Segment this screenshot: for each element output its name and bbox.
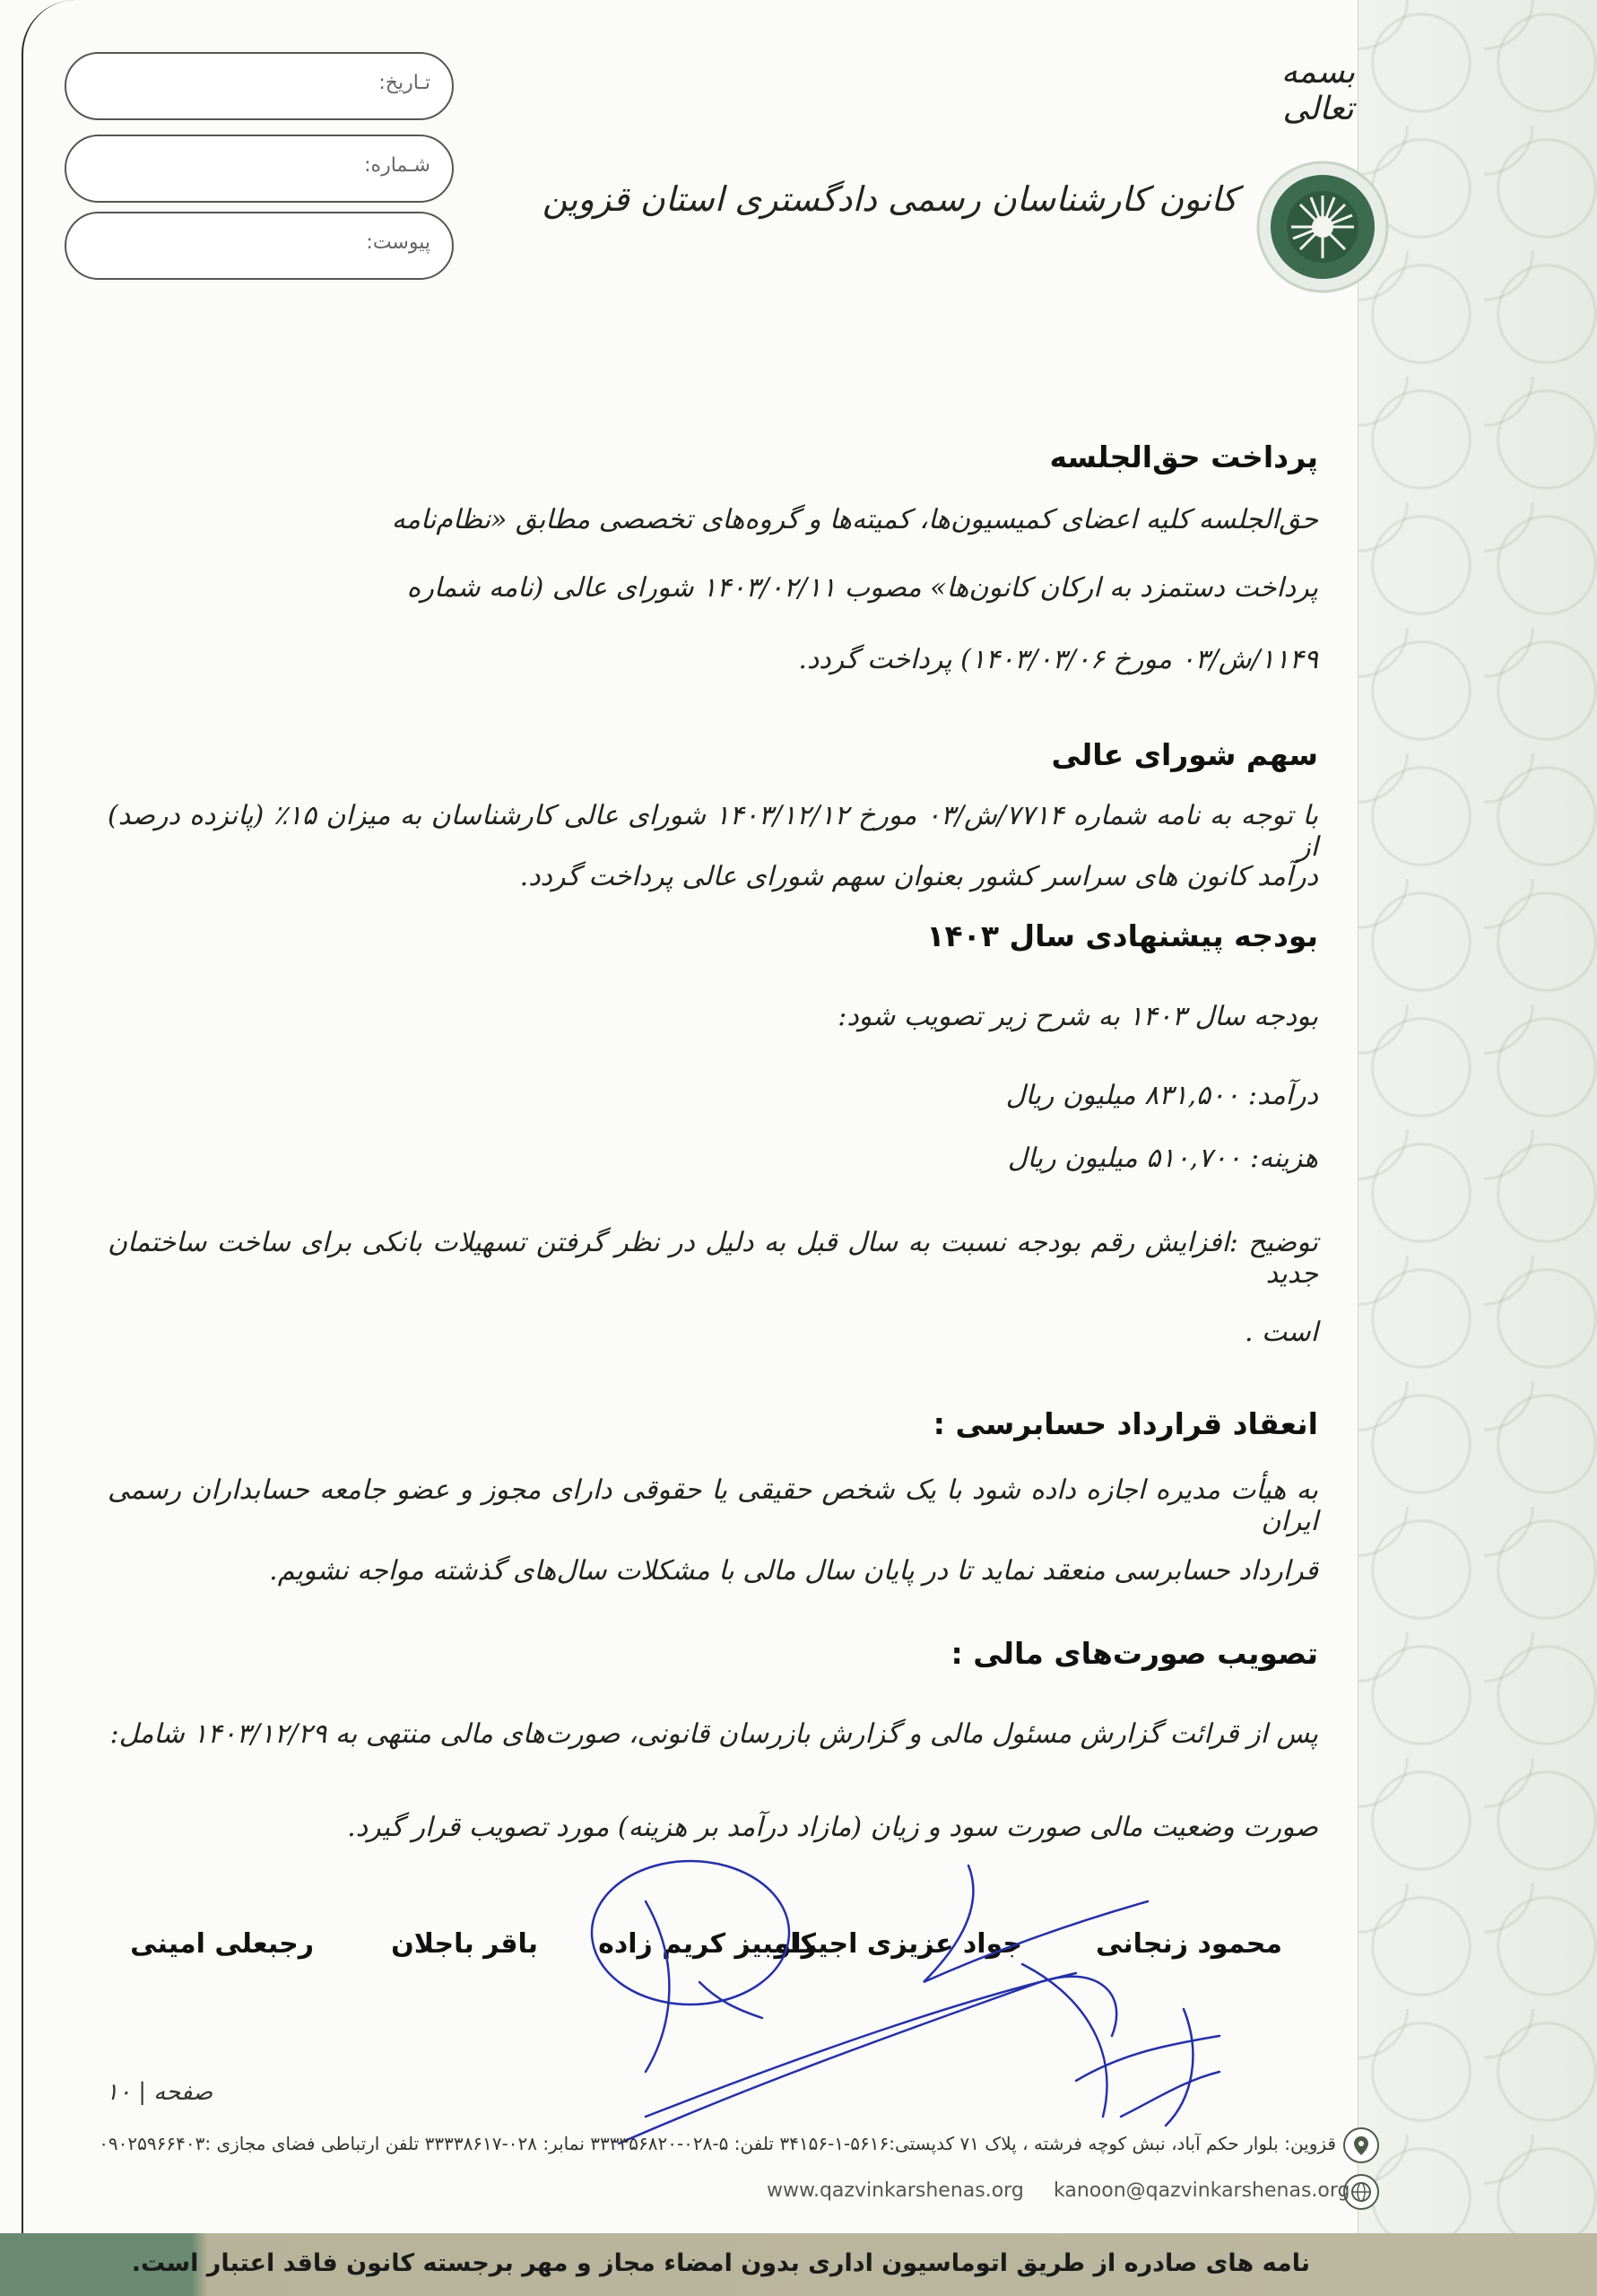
number-field (65, 135, 454, 203)
signatory-name: کامبیز کریم زاده (598, 1928, 816, 1960)
handwritten-signatures (538, 1848, 1309, 2152)
paragraph-line: درآمد کانون های سراسر کشور بعنوان سهم شورای عالی پرداخت گردد. (519, 861, 1318, 892)
attachment-field (65, 212, 454, 280)
paragraph-line: توضیح :افزایش رقم بودجه نسبت به سال قبل به دلیل در نظر گرفتن تسهیلات بانکی برای ساخت ساختمان جدید (108, 1227, 1318, 1290)
attachment-label: پیوست: (366, 231, 430, 254)
paragraph-line: با توجه به نامه شماره ۷۷۱۴/ش/۰۳ مورخ ۱۴۰۳/۱۲/۱۲ شورای عالی کارشناسان به میزان ۱۵٪ (پانزده درصد) از (108, 800, 1318, 863)
location-pin-icon (1343, 2127, 1379, 2163)
section-heading: انعقاد قرارداد حسابرسی : (933, 1406, 1318, 1441)
signatory-name: باقر باجلان (391, 1928, 538, 1960)
section-heading: سهم شورای عالی (1051, 737, 1318, 772)
email-link[interactable]: kanoon@qazvinkarshenas.org (1054, 2179, 1350, 2202)
decorative-side-panel (1358, 0, 1597, 2233)
signatory-name: جواد عزیزی اجیرلو (774, 1928, 1022, 1960)
paragraph-line: حق‌الجلسه کلیه اعضای کمیسیون‌ها، کمیته‌ها و گروه‌های تخصصی مطابق «نظام‌نامه (391, 504, 1318, 535)
paragraph-line: پس از قرائت گزارش مسئول مالی و گزارش بازرسان قانونی، صورت‌های مالی منتهی به ۱۴۰۳/۱۲/۲۹ شامل: (109, 1718, 1318, 1750)
number-label: شـماره: (364, 154, 430, 177)
section-heading: بودجه پیشنهادی سال ۱۴۰۳ (926, 918, 1318, 953)
section-heading: پرداخت حق‌الجلسه (1049, 439, 1318, 474)
date-label: تـاریخ: (378, 72, 430, 94)
paragraph-line: است . (1244, 1317, 1318, 1348)
section-heading: تصویب صورت‌های مالی : (950, 1636, 1318, 1671)
footer-notice: نامه های صادره از طریق اتوماسیون اداری بدون امضاء مجاز و مهر برجسته کانون فاقد اعتبار است. (131, 2249, 1310, 2277)
signatory-name: رجبعلی امینی (130, 1928, 314, 1960)
paragraph-line: به هیأت مدیره اجازه داده شود با یک شخص حقیقی یا حقوقی دارای مجوز و عضو جامعه حسابداران رسمی ایران (108, 1474, 1318, 1537)
income-line: درآمد: ۸۳۱,۵۰۰ میلیون ریال (1005, 1080, 1318, 1111)
footer-notice-bar (0, 2233, 1597, 2296)
bismillah: بسمه تعالی (1280, 54, 1356, 127)
date-field (65, 52, 454, 120)
paragraph-line: بودجه سال ۱۴۰۳ به شرح زیر تصویب شود: (838, 1001, 1318, 1032)
footer-address: قزوین: بلوار حکم آباد، نبش کوچه فرشته ، پلاک ۷۱ کدپستی:۵۶۱۶-۱-۳۴۱۵۶ تلفن: ۵-۰۲۸-۳۳۳۳۵۶۸۲۰ نمابر: ۰۲۸-۳۳۳۳۸۶۱۷ تلفن ارتباطی فضای مجازی :۰۹۰۲۵۹۶۶۴۰۳ (99, 2133, 1336, 2154)
website-link[interactable]: www.qazvinkarshenas.org (767, 2179, 1024, 2202)
paragraph-line: قرارداد حسابرسی منعقد نماید تا در پایان سال مالی با مشکلات سال‌های گذشته مواجه نشویم. (269, 1555, 1318, 1587)
geometric-pattern (1358, 0, 1597, 2233)
expense-line: هزینه: ۵۱۰,۷۰۰ میلیون ریال (1007, 1143, 1318, 1174)
signatory-name: محمود زنجانی (1096, 1928, 1282, 1960)
paragraph-line: ۱۱۴۹/ش/۰۳ مورخ ۱۴۰۳/۰۳/۰۶) پرداخت گردد. (798, 644, 1318, 675)
organization-title: کانون کارشناسان رسمی دادگستری استان قزوین (542, 179, 1237, 219)
organization-logo (1255, 160, 1390, 294)
paragraph-line: پرداخت دستمزد به ارکان کانون‌ها» مصوب ۱۴۰۳/۰۲/۱۱ شورای عالی (نامه شماره (406, 572, 1318, 604)
paragraph-line: صورت وضعیت مالی صورت سود و زیان (مازاد درآمد بر هزینه) مورد تصویب قرار گیرد. (347, 1812, 1318, 1843)
page-number: صفحه | ۱۰ (106, 2079, 213, 2106)
